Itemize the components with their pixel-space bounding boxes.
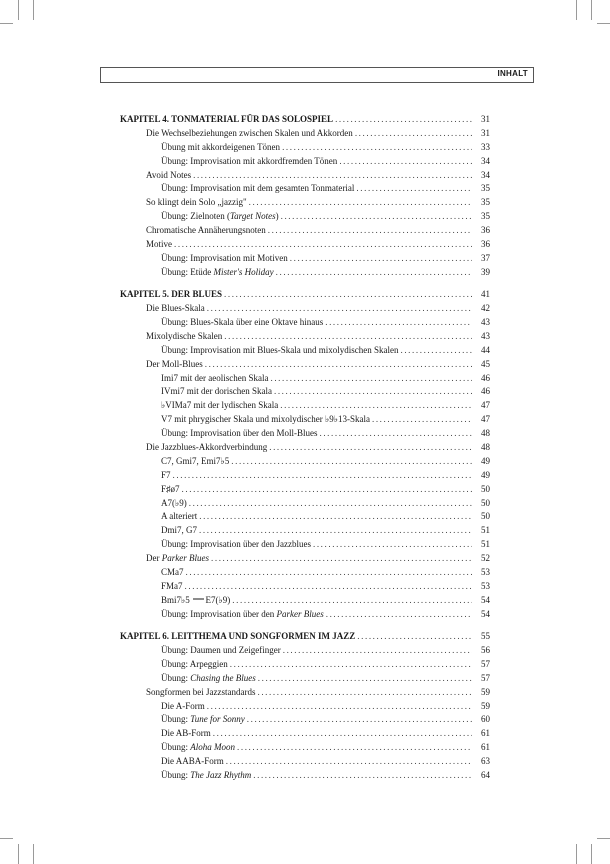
toc-entry-title: V7 mit phrygischer Skala und mixolydischer ♭9♭13-Skala: [161, 414, 370, 425]
toc-entry[interactable]: [120, 497, 490, 511]
toc-page-number: 34: [481, 169, 490, 180]
toc-entry[interactable]: [120, 413, 490, 427]
toc-entry[interactable]: [120, 700, 490, 714]
toc-entry-title: Mixolydische Skalen: [146, 330, 223, 341]
toc-page-number: 48: [481, 428, 490, 439]
toc-entry-title: Übung: Improvisation über den Moll-Blues: [161, 428, 318, 439]
toc-entry[interactable]: [120, 372, 490, 386]
toc-page-number: 47: [481, 400, 490, 411]
leader-dots: [207, 700, 472, 714]
toc-page-number: 46: [481, 372, 490, 383]
toc-entry-title: Die AB-Form: [161, 728, 211, 739]
crop-mark: [0, 838, 13, 839]
toc-page-number: 35: [481, 197, 490, 208]
leader-dots: [276, 266, 472, 280]
toc-entry[interactable]: [120, 608, 490, 622]
toc-entry[interactable]: [120, 385, 490, 399]
toc-entry-title: F7: [161, 469, 171, 480]
leader-dots: [174, 238, 472, 252]
leader-dots: [282, 141, 472, 155]
toc-entry[interactable]: [120, 594, 490, 608]
toc-page-number: 36: [481, 239, 490, 250]
toc-entry-title: Übung: Improvisation mit dem gesamten Tonmaterial: [161, 183, 355, 194]
toc-entry-title: Übung: The Jazz Rhythm: [161, 769, 252, 780]
leader-dots: [253, 769, 472, 783]
toc-entry-title: Übung: Blues-Skala über eine Oktave hinaus: [161, 316, 324, 327]
leader-dots: [213, 727, 472, 741]
toc-entry[interactable]: [120, 399, 490, 413]
toc-entry[interactable]: [120, 741, 490, 755]
toc-entry[interactable]: [120, 713, 490, 727]
toc-entry-title: FMa7: [161, 580, 183, 591]
toc-entry-title: Chromatische Annäherungsnoten: [146, 225, 266, 236]
toc-page-number: 54: [481, 608, 490, 619]
leader-dots: [207, 302, 472, 316]
toc-entry-title: Übung: Aloha Moon: [161, 742, 235, 753]
crop-mark: [18, 844, 19, 864]
toc-entry[interactable]: [120, 427, 490, 441]
table-of-contents: [120, 113, 490, 783]
toc-page-number: 48: [481, 441, 490, 452]
toc-entry-title: KAPITEL 5. DER BLUES: [120, 289, 223, 300]
leader-dots: [193, 169, 472, 183]
leader-dots: [372, 413, 472, 427]
toc-entry-title: Der Moll-Blues: [146, 358, 203, 369]
toc-page-number: 61: [481, 728, 490, 739]
toc-page-number: 50: [481, 497, 490, 508]
leader-dots: [268, 224, 472, 238]
leader-dots: [270, 372, 472, 386]
leader-dots: [290, 252, 472, 266]
toc-entry[interactable]: [120, 182, 490, 196]
toc-entry[interactable]: [120, 266, 490, 280]
crop-mark: [576, 0, 577, 20]
leader-dots: [232, 594, 472, 608]
toc-entry[interactable]: [120, 524, 490, 538]
toc-page-number: 37: [481, 252, 490, 263]
toc-entry-title: KAPITEL 6. LEITTHEMA UND SONGFORMEN IM JAZZ: [120, 631, 356, 642]
toc-page-number: 64: [481, 769, 490, 780]
toc-page-number: 55: [481, 631, 490, 642]
leader-dots: [231, 455, 472, 469]
leader-dots: [274, 385, 472, 399]
toc-entry[interactable]: [120, 686, 490, 700]
toc-entry-title: Die AABA-Form: [161, 756, 224, 767]
leader-dots: [281, 210, 472, 224]
toc-entry[interactable]: [120, 127, 490, 141]
toc-entry-title: ♭VIMa7 mit der lydischen Skala: [161, 400, 279, 411]
toc-page-number: 56: [481, 644, 490, 655]
toc-entry[interactable]: [120, 510, 490, 524]
leader-dots: [224, 330, 472, 344]
toc-entry[interactable]: [120, 238, 490, 252]
leader-dots: [339, 155, 472, 169]
leader-dots: [205, 358, 472, 372]
toc-entry[interactable]: [120, 169, 490, 183]
toc-entry-title: Übung: Etüde Mister's Holiday: [161, 266, 274, 277]
toc-page-number: 41: [481, 289, 490, 300]
toc-entry[interactable]: [120, 302, 490, 316]
header-label: INHALT: [497, 69, 528, 78]
toc-page-number: 57: [481, 672, 490, 683]
toc-entry-title: Die Blues-Skala: [146, 303, 205, 314]
toc-entry[interactable]: [120, 644, 490, 658]
crop-mark: [597, 838, 610, 839]
crop-mark: [33, 0, 34, 20]
leader-dots: [224, 288, 472, 302]
leader-dots: [357, 630, 472, 644]
toc-entry[interactable]: [120, 566, 490, 580]
toc-entry-title: Songformen bei Jazzstandards: [146, 686, 256, 697]
toc-entry[interactable]: [120, 469, 490, 483]
toc-chapter[interactable]: [120, 630, 490, 644]
leader-dots: [211, 552, 472, 566]
leader-dots: [313, 538, 472, 552]
leader-dots: [185, 580, 472, 594]
toc-entry[interactable]: [120, 552, 490, 566]
leader-dots: [237, 741, 472, 755]
toc-page-number: 59: [481, 700, 490, 711]
toc-entry-title: A7(♭9): [161, 497, 187, 508]
toc-entry-title: CMa7: [161, 567, 184, 577]
crop-mark: [576, 844, 577, 864]
leader-dots: [355, 127, 472, 141]
toc-entry-title: F♯ø7: [161, 483, 180, 494]
arrow-right-icon: [192, 595, 204, 603]
leader-dots: [335, 113, 472, 127]
toc-entry[interactable]: [120, 455, 490, 469]
toc-page-number: 54: [481, 594, 490, 605]
toc-entry-title: Bmi7♭5: [161, 594, 190, 605]
leader-dots: [283, 644, 472, 658]
leader-dots: [173, 469, 472, 483]
toc-entry-title-suffix: E7(♭9): [205, 594, 231, 605]
toc-entry[interactable]: [120, 210, 490, 224]
toc-entry-title: Imi7 mit der aeolischen Skala: [161, 372, 269, 383]
leader-dots: [356, 182, 472, 196]
leader-dots: [400, 344, 472, 358]
crop-mark: [18, 0, 19, 20]
toc-page-number: 52: [481, 553, 490, 564]
toc-entry-title: Übung: Improvisation über den Jazzblues: [161, 539, 311, 550]
toc-page-number: 61: [481, 742, 490, 753]
toc-entry[interactable]: [120, 196, 490, 210]
crop-mark: [591, 844, 592, 864]
toc-entry[interactable]: [120, 727, 490, 741]
toc-entry-title: Übung: Chasing the Blues: [161, 672, 256, 683]
toc-page-number: 53: [481, 580, 490, 591]
leader-dots: [199, 510, 472, 524]
toc-entry-title: Übung: Zielnoten (Target Notes): [161, 211, 279, 222]
toc-page-number: 53: [481, 567, 490, 577]
toc-chapter[interactable]: [120, 288, 490, 302]
toc-page-number: 50: [481, 511, 490, 522]
toc-entry[interactable]: [120, 155, 490, 169]
leader-dots: [247, 713, 472, 727]
toc-entry[interactable]: [120, 330, 490, 344]
toc-entry[interactable]: [120, 316, 490, 330]
crop-mark: [33, 844, 34, 864]
leader-dots: [269, 441, 472, 455]
toc-entry[interactable]: [120, 252, 490, 266]
toc-entry-title: Übung: Improvisation mit Motiven: [161, 252, 288, 263]
toc-page-number: 33: [481, 141, 490, 152]
toc-entry[interactable]: [120, 141, 490, 155]
toc-entry-title: Die Jazzblues-Akkordverbindung: [146, 441, 268, 452]
toc-entry-title: Übung: Tune for Sonny: [161, 714, 245, 725]
toc-entry-title: Dmi7, G7: [161, 525, 197, 536]
toc-entry[interactable]: [120, 483, 490, 497]
leader-dots: [182, 483, 472, 497]
toc-entry[interactable]: [120, 580, 490, 594]
crop-mark: [597, 23, 610, 24]
toc-entry[interactable]: [120, 538, 490, 552]
toc-entry-title: KAPITEL 4. TONMATERIAL FÜR DAS SOLOSPIEL: [120, 114, 334, 124]
toc-page-number: 51: [481, 539, 490, 550]
toc-page-number: 39: [481, 266, 490, 277]
toc-chapter[interactable]: [120, 113, 490, 127]
toc-page-number: 51: [481, 525, 490, 536]
toc-page-number: 50: [481, 483, 490, 494]
toc-entry-title: Übung: Improvisation mit Blues-Skala und mixolydischen Skalen: [161, 344, 399, 355]
leader-dots: [230, 658, 472, 672]
toc-page-number: 35: [481, 211, 490, 222]
toc-page-number: 36: [481, 225, 490, 236]
toc-entry[interactable]: [120, 441, 490, 455]
leader-dots: [249, 196, 472, 210]
toc-page-number: 49: [481, 469, 490, 480]
toc-page-number: 60: [481, 714, 490, 725]
toc-entry[interactable]: [120, 344, 490, 358]
leader-dots: [319, 427, 472, 441]
leader-dots: [280, 399, 472, 413]
leader-dots: [189, 497, 472, 511]
toc-page-number: 34: [481, 155, 490, 166]
toc-page-number: 63: [481, 756, 490, 767]
toc-page-number: 44: [481, 344, 490, 355]
toc-entry-title: Motive: [146, 239, 172, 250]
toc-page-number: 43: [481, 330, 490, 341]
toc-entry[interactable]: [120, 769, 490, 783]
leader-dots: [257, 686, 472, 700]
toc-page-number: 47: [481, 414, 490, 425]
leader-dots: [258, 672, 472, 686]
leader-dots: [325, 316, 472, 330]
toc-entry-title: Übung: Arpeggien: [161, 658, 228, 669]
toc-entry-title: Übung: Daumen und Zeigefinger: [161, 644, 281, 655]
running-header: [100, 67, 534, 83]
leader-dots: [199, 524, 472, 538]
toc-page-number: 45: [481, 358, 490, 369]
toc-entry-title: Avoid Notes: [146, 169, 192, 180]
leader-dots: [226, 755, 472, 769]
toc-entry-title: Übung: Improvisation über den Parker Blues: [161, 608, 324, 619]
toc-page-number: 57: [481, 658, 490, 669]
toc-entry-title: A alteriert: [161, 511, 198, 522]
toc-entry-title: C7, Gmi7, Emi7♭5: [161, 455, 230, 466]
toc-page-number: 43: [481, 316, 490, 327]
toc-page-number: 59: [481, 686, 490, 697]
toc-entry[interactable]: [120, 358, 490, 372]
leader-dots: [326, 608, 472, 622]
toc-page-number: 46: [481, 386, 490, 397]
toc-entry-title: Die A-Form: [161, 700, 205, 711]
toc-entry-title: Übung: Improvisation mit akkordfremden Tönen: [161, 155, 338, 166]
toc-entry-title: Der Parker Blues: [146, 553, 209, 564]
toc-entry-title: Die Wechselbeziehungen zwischen Skalen und Akkorden: [146, 127, 353, 138]
toc-entry[interactable]: [120, 658, 490, 672]
toc-entry[interactable]: [120, 672, 490, 686]
toc-entry-title: IVmi7 mit der dorischen Skala: [161, 386, 272, 397]
leader-dots: [186, 566, 473, 580]
toc-entry[interactable]: [120, 224, 490, 238]
crop-mark: [591, 0, 592, 20]
toc-page-number: 31: [481, 114, 490, 124]
toc-page-number: 42: [481, 303, 490, 314]
toc-page-number: 35: [481, 183, 490, 194]
toc-entry[interactable]: [120, 755, 490, 769]
crop-mark: [0, 23, 13, 24]
toc-page-number: 49: [481, 455, 490, 466]
toc-entry-title: So klingt dein Solo „jazzig": [146, 197, 247, 208]
toc-page-number: 31: [481, 127, 490, 138]
toc-entry-title: Übung mit akkordeigenen Tönen: [161, 141, 281, 152]
